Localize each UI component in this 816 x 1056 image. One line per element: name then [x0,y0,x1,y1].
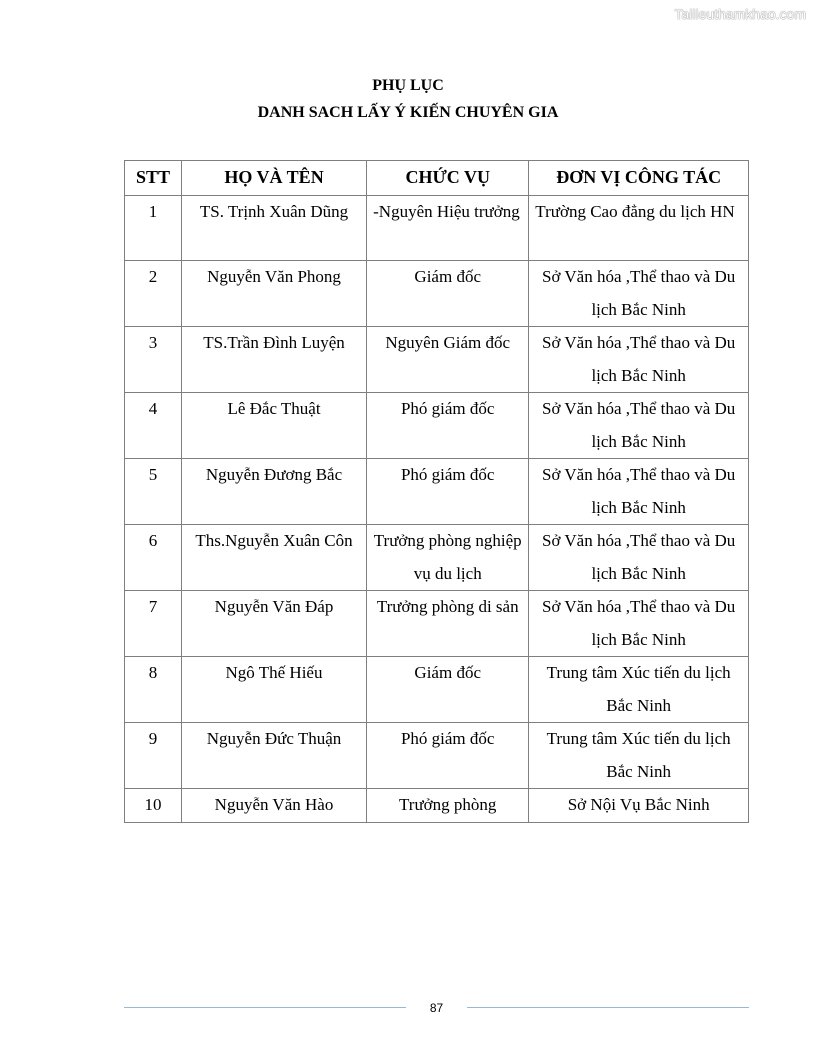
footer-divider-left [124,1007,406,1008]
list-title: DANH SACH LẤY Ý KIẾN CHUYÊN GIA [257,104,559,121]
cell-name: Nguyễn Đức Thuận [181,723,366,789]
table-row [125,459,749,525]
cell-unit: Sở Văn hóa ,Thể thao và Du lịch Bắc Ninh [529,327,749,393]
cell-unit: Sở Văn hóa ,Thể thao và Du lịch Bắc Ninh [529,525,749,591]
cell-name: TS. Trịnh Xuân Dũng [181,196,366,261]
cell-role: Trưởng phòng nghiệp vụ du lịch [367,525,529,591]
cell-role: Trưởng phòng di sản [367,591,529,657]
cell-name: Ngô Thế Hiếu [181,657,366,723]
cell-role: Nguyên Giám đốc [367,327,529,393]
appendix-title: PHỤ LỤC [372,77,444,94]
cell-name: Nguyễn Văn Đáp [181,591,366,657]
header-stt: STT [125,161,182,196]
cell-role: Phó giám đốc [367,459,529,525]
cell-role: -Nguyên Hiệu trưởng [367,196,529,261]
cell-role: Phó giám đốc [367,393,529,459]
table-row [125,196,749,261]
cell-name: Lê Đắc Thuật [181,393,366,459]
table-row [125,525,749,591]
cell-stt: 7 [125,591,182,657]
table-row [125,657,749,723]
table-header-row [125,161,749,196]
cell-role: Phó giám đốc [367,723,529,789]
table-row [125,261,749,327]
cell-role: Giám đốc [367,657,529,723]
expert-table [124,160,749,823]
cell-stt: 3 [125,327,182,393]
cell-unit: Sở Văn hóa ,Thể thao và Du lịch Bắc Ninh [529,591,749,657]
cell-stt: 5 [125,459,182,525]
cell-stt: 4 [125,393,182,459]
cell-stt: 8 [125,657,182,723]
cell-stt: 10 [125,789,182,823]
cell-name: Ths.Nguyễn Xuân Côn [181,525,366,591]
header-unit: ĐƠN VỊ CÔNG TÁC [529,161,749,196]
cell-stt: 6 [125,525,182,591]
cell-role: Trưởng phòng [367,789,529,823]
footer-divider-right [467,1007,749,1008]
page-number: 87 [429,1001,444,1015]
cell-name: Nguyễn Đương Bắc [181,459,366,525]
cell-unit: Sở Văn hóa ,Thể thao và Du lịch Bắc Ninh [529,393,749,459]
cell-stt: 9 [125,723,182,789]
header-name: HỌ VÀ TÊN [181,161,366,196]
cell-unit: Trường Cao đẳng du lịch HN [529,196,749,261]
cell-name: Nguyễn Văn Hào [181,789,366,823]
cell-unit: Trung tâm Xúc tiến du lịch Bắc Ninh [529,723,749,789]
cell-stt: 2 [125,261,182,327]
cell-name: Nguyễn Văn Phong [181,261,366,327]
cell-unit: Sở Văn hóa ,Thể thao và Du lịch Bắc Ninh [529,459,749,525]
page-footer [124,1000,749,1016]
table-row [125,327,749,393]
header-role: CHỨC VỤ [367,161,529,196]
cell-unit: Trung tâm Xúc tiến du lịch Bắc Ninh [529,657,749,723]
cell-unit: Sở Nội Vụ Bắc Ninh [529,789,749,823]
table-row [125,789,749,823]
cell-name: TS.Trần Đình Luyện [181,327,366,393]
cell-unit: Sở Văn hóa ,Thể thao và Du lịch Bắc Ninh [529,261,749,327]
table-row [125,723,749,789]
table-row [125,591,749,657]
watermark: Tailieuthamkhao.com [674,6,806,22]
cell-stt: 1 [125,196,182,261]
cell-role: Giám đốc [367,261,529,327]
table-row [125,393,749,459]
